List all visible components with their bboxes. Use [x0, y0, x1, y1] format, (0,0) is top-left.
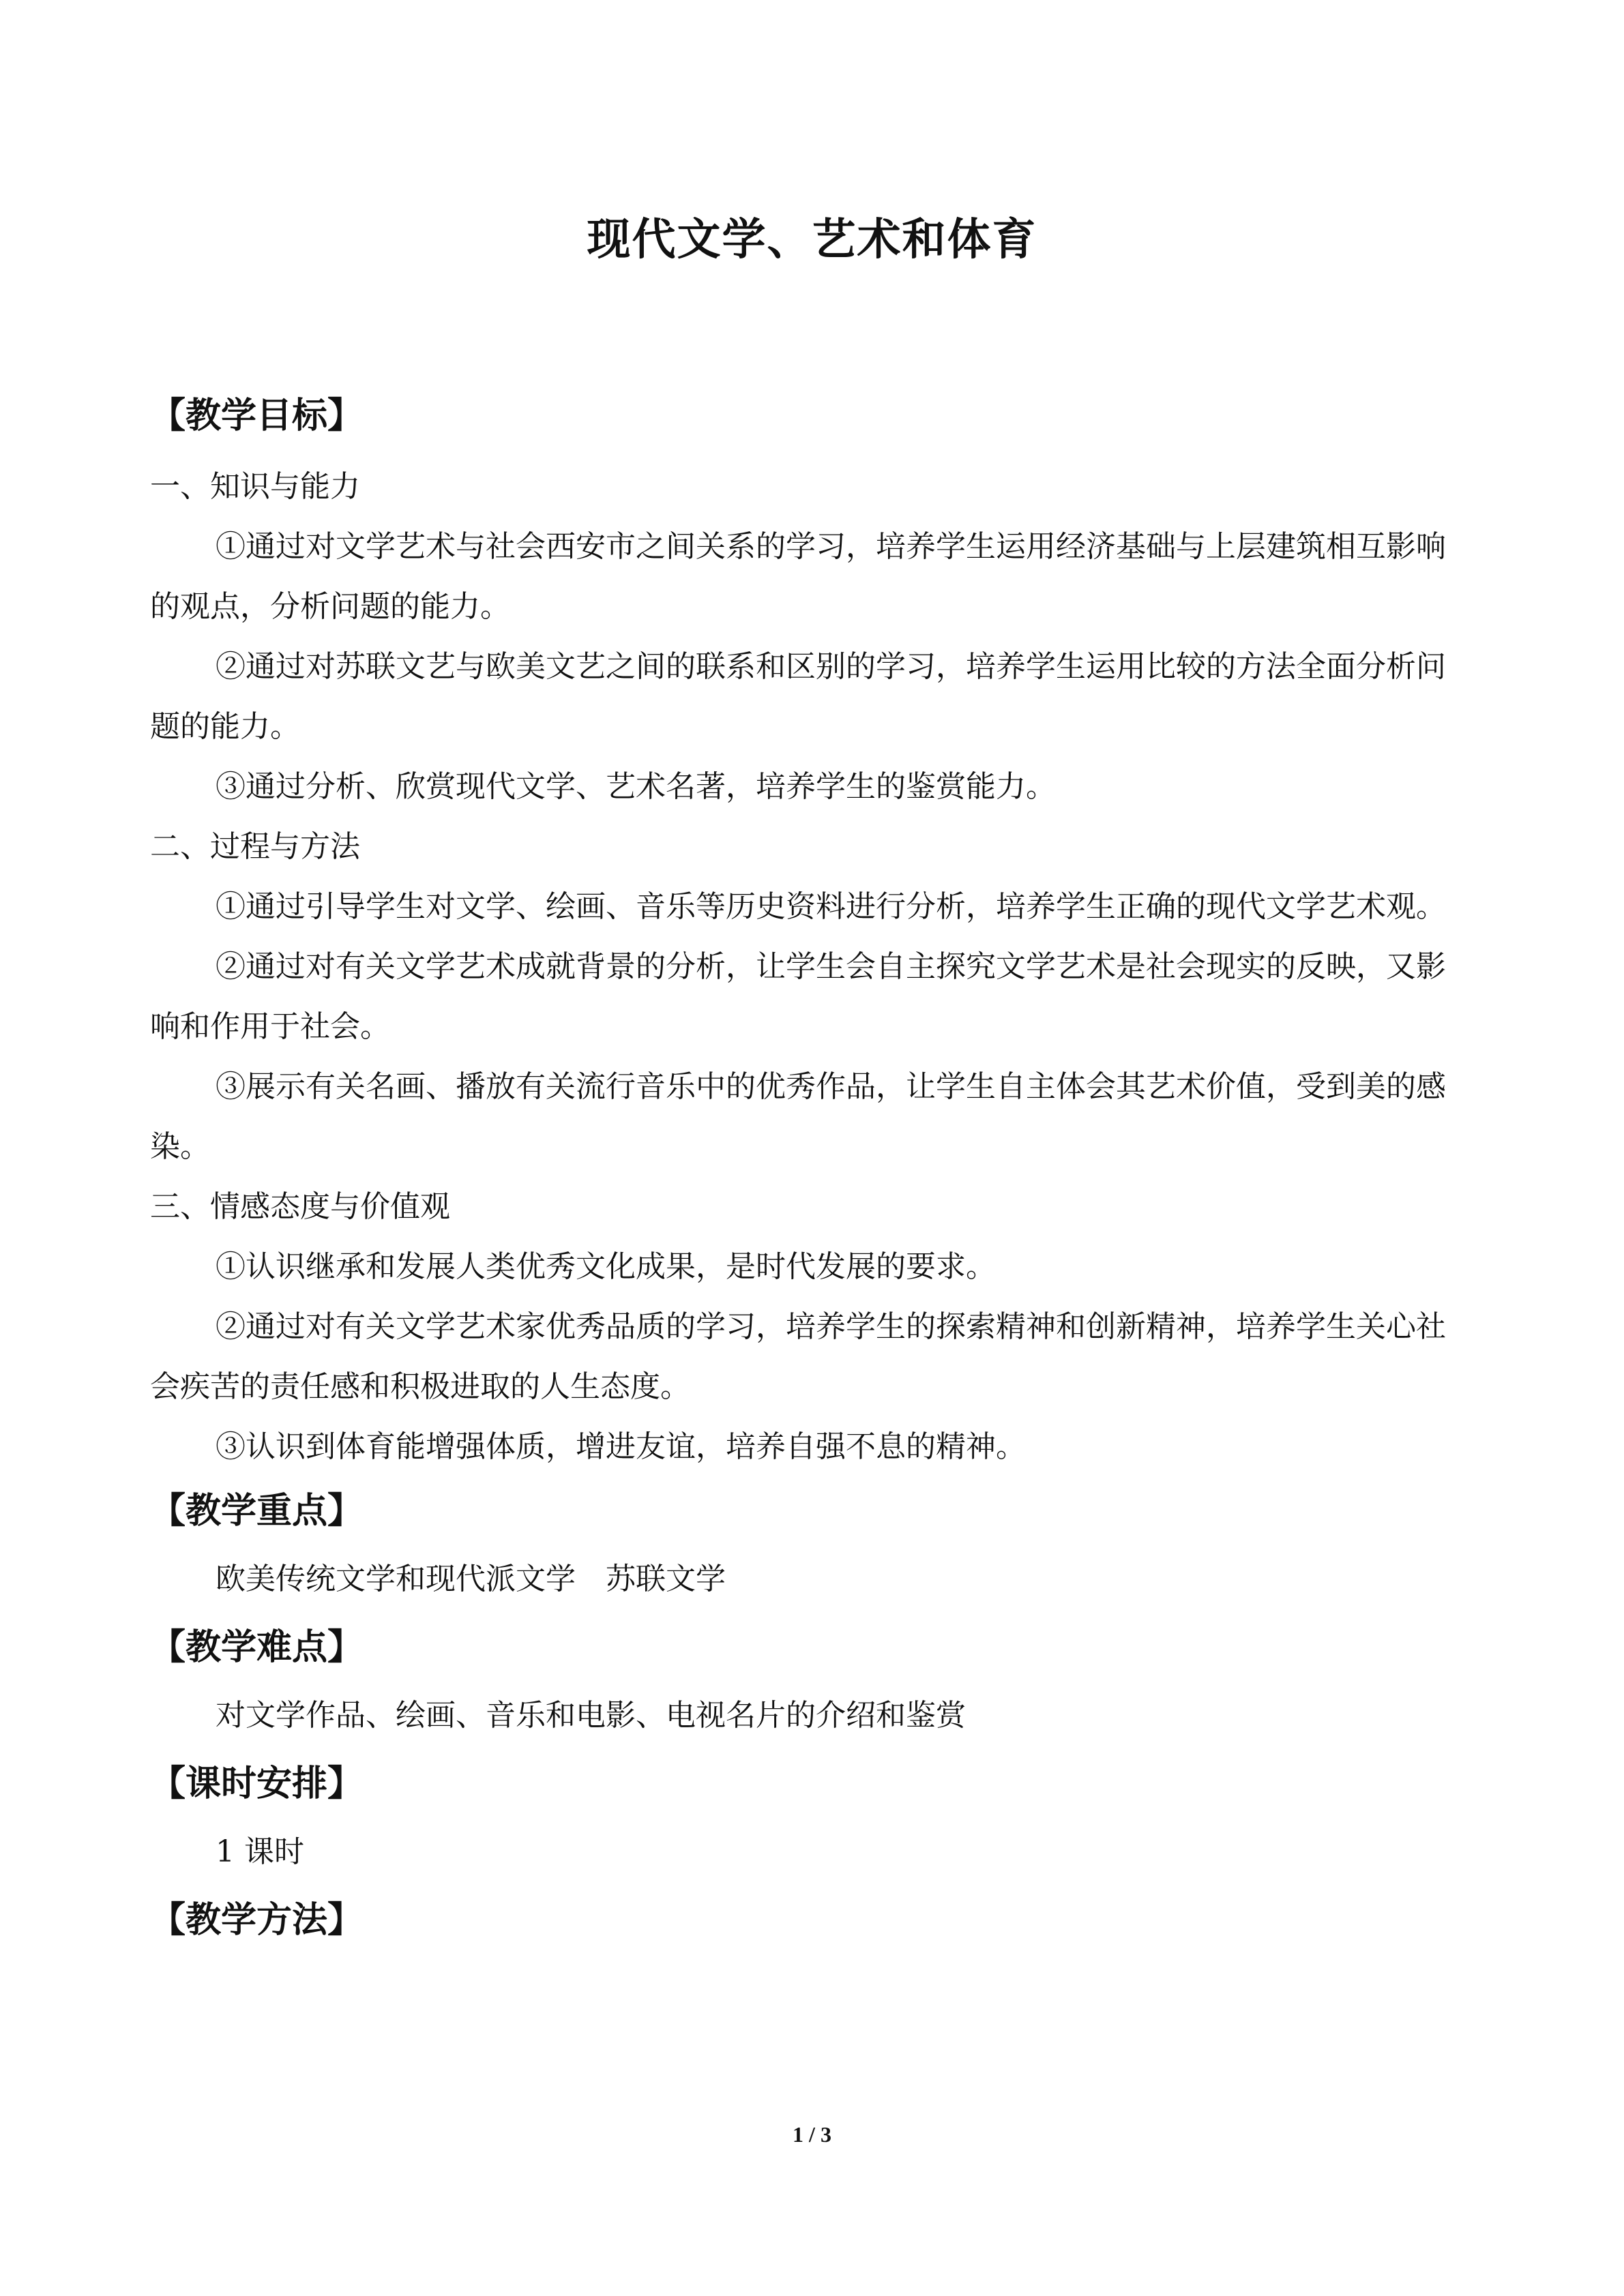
section-label: 一、知识与能力: [150, 469, 360, 504]
section-label: 二、过程与方法: [150, 829, 360, 864]
objective-item: ③认识到体育能增强体质，增进友谊，培养自强不息的精神。: [216, 1429, 1026, 1464]
objective-item: ③展示有关名画、播放有关流行音乐中的优秀作品，让学生自主体会其艺术价值，受到美的感染。: [150, 1069, 1446, 1164]
objectives-heading: 【教学目标】: [150, 396, 364, 436]
difficulties-text: 对文学作品、绘画、音乐和电影、电视名片的介绍和鉴赏: [216, 1698, 966, 1733]
objective-item: ②通过对有关文学艺术成就背景的分析，让学生会自主探究文学艺术是社会现实的反映，又影响和作用于社会。: [150, 949, 1446, 1044]
difficulties-heading: 【教学难点】: [150, 1627, 364, 1668]
methods-heading: 【教学方法】: [150, 1900, 364, 1941]
objective-item: ①认识继承和发展人类优秀文化成果，是时代发展的要求。: [216, 1249, 996, 1284]
schedule-text: 1 课时: [216, 1834, 304, 1869]
objective-item: ①通过对文学艺术与社会西安市之间关系的学习，培养学生运用经济基础与上层建筑相互影响的观点，分析问题的能力。: [150, 529, 1446, 624]
schedule-heading: 【课时安排】: [150, 1763, 364, 1804]
key-points-heading: 【教学重点】: [150, 1491, 364, 1532]
objective-item: ①通过引导学生对文学、绘画、音乐等历史资料进行分析，培养学生正确的现代文学艺术观。: [216, 889, 1446, 924]
objective-item: ③通过分析、欣赏现代文学、艺术名著，培养学生的鉴赏能力。: [216, 769, 1056, 804]
section-label: 三、情感态度与价值观: [150, 1189, 450, 1224]
objective-item: ②通过对有关文学艺术家优秀品质的学习，培养学生的探索精神和创新精神，培养学生关心社会疾苦的责任感和积极进取的人生态度。: [150, 1309, 1446, 1404]
document-body: [150, 382, 1473, 1954]
key-points-text: 欧美传统文学和现代派文学 苏联文学: [216, 1562, 726, 1596]
page-number: 1 / 3: [793, 2122, 831, 2147]
objective-item: ②通过对苏联文艺与欧美文艺之间的联系和区别的学习，培养学生运用比较的方法全面分析问题的能力。: [150, 649, 1446, 744]
page-title: 现代文学、艺术和体育: [587, 215, 1037, 265]
